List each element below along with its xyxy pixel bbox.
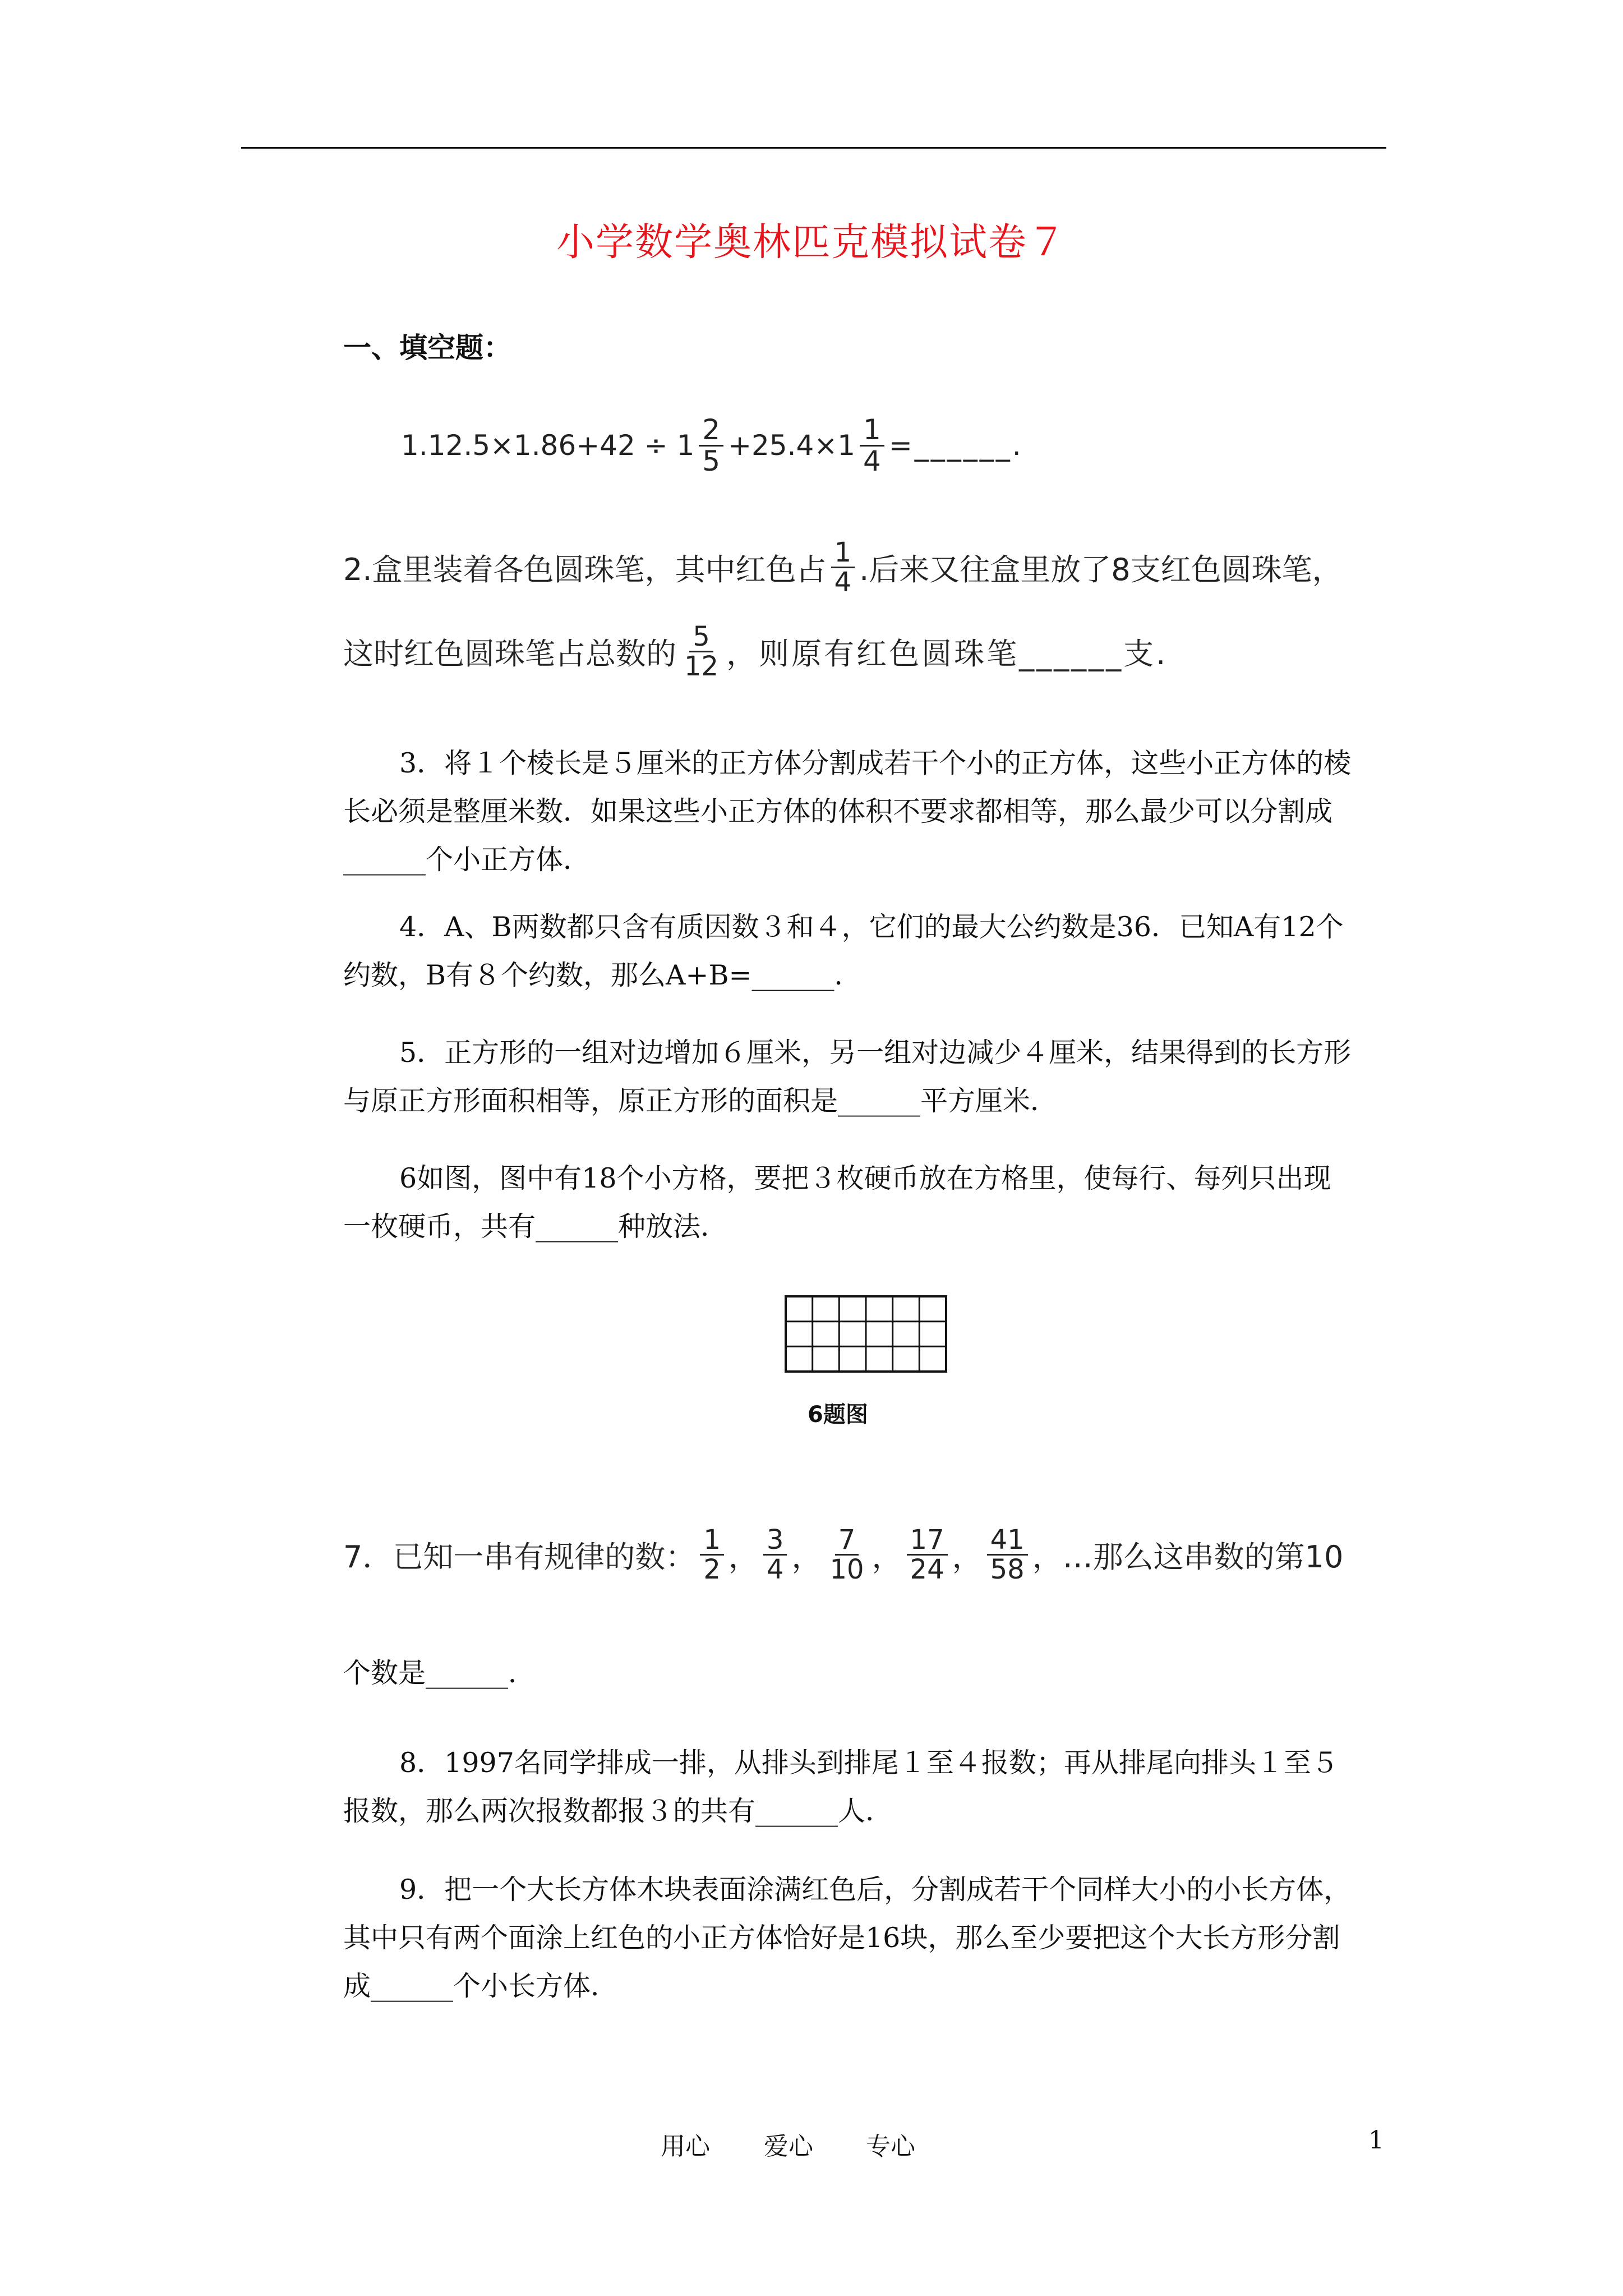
q7-fraction-3 bbox=[826, 1526, 867, 1584]
q2-f2-numerator: 5 bbox=[689, 623, 713, 652]
section-heading: 一、填空题： bbox=[343, 331, 511, 364]
q4-line-2: 约数，B有８个约数，那么A+B=______． bbox=[343, 959, 862, 991]
footer-text-3: 专心 bbox=[866, 2132, 915, 2161]
q1-fraction-1 bbox=[699, 415, 723, 476]
q7-f4-denominator: 24 bbox=[910, 1554, 944, 1586]
grid-figure-q6 bbox=[784, 1295, 948, 1373]
question-4 bbox=[343, 903, 1386, 1000]
q6-line-1: 6如图，图中有18个小方格，要把３枚硬币放在方格里，使每行、每列只出现 bbox=[399, 1162, 1331, 1194]
q2-line2-a: 这时红色圆珠笔占总数的 bbox=[343, 636, 676, 672]
question-7-line-1 bbox=[343, 1526, 1343, 1584]
q9-line-2: 其中只有两个面涂上红色的小正方体恰好是16块，那么至少要把这个大长方形分割 bbox=[343, 1922, 1340, 1954]
q7-prefix: 7．已知一串有规律的数： bbox=[343, 1539, 696, 1575]
q1-middle: +25.4×1 bbox=[728, 429, 856, 462]
q7-f5-denominator: 58 bbox=[990, 1554, 1025, 1586]
q7-f1-denominator: 2 bbox=[703, 1554, 721, 1586]
page-number: 1 bbox=[1368, 2126, 1384, 2155]
q8-line-1: 8．1997名同学排成一排，从排头到排尾１至４报数；再从排尾向排头１至５ bbox=[399, 1747, 1339, 1779]
q7-f4-numerator: 17 bbox=[907, 1526, 948, 1556]
q2-fraction-1 bbox=[831, 539, 855, 597]
q1-f2-denominator: 4 bbox=[863, 444, 881, 477]
header-rule bbox=[241, 147, 1386, 149]
q3-line-3: ______个小正方体． bbox=[343, 844, 591, 876]
q9-line-1: 9．把一个大长方体木块表面涂满红色后，分割成若干个同样大小的小长方体， bbox=[399, 1874, 1352, 1906]
q7-f2-numerator: 3 bbox=[763, 1526, 787, 1556]
question-8 bbox=[343, 1739, 1386, 1835]
q7-f3-denominator: 10 bbox=[829, 1554, 864, 1586]
q9-line-3: 成______个小长方体． bbox=[343, 1970, 619, 2002]
question-5 bbox=[343, 1029, 1386, 1125]
q7-suffix: …那么这串数的第10 bbox=[1062, 1539, 1344, 1575]
footer-text-1: 用心 bbox=[661, 2132, 710, 2161]
q7-fraction-2 bbox=[763, 1526, 787, 1584]
q7-f2-denominator: 4 bbox=[766, 1554, 784, 1586]
question-6 bbox=[343, 1154, 1386, 1251]
q7-f3-numerator: 7 bbox=[835, 1526, 859, 1556]
q1-f1-numerator: 2 bbox=[699, 415, 723, 447]
page-title: 小学数学奥林匹克模拟试卷７ bbox=[556, 220, 1067, 265]
q6-line-2: 一枚硬币，共有______种放法． bbox=[343, 1211, 728, 1243]
q4-line-1: 4．A、B两数都只含有质因数３和４，它们的最大公约数是36．已知A有12个 bbox=[399, 911, 1344, 943]
q1-prefix: 1.12.5×1.86+42 ÷ 1 bbox=[401, 429, 695, 462]
question-9 bbox=[343, 1866, 1386, 2010]
question-2-line-1 bbox=[343, 539, 1343, 597]
question-2-line-2 bbox=[343, 623, 1168, 681]
q3-line-2: 长必须是整厘米数．如果这些小正方体的体积不要求都相等，那么最少可以分割成 bbox=[343, 795, 1333, 827]
question-3 bbox=[343, 739, 1386, 884]
q7-f1-numerator: 1 bbox=[700, 1526, 724, 1556]
q7-fraction-5 bbox=[987, 1526, 1028, 1584]
question-1 bbox=[401, 415, 1023, 476]
q7-fraction-1 bbox=[700, 1526, 724, 1584]
figure-caption-q6: 6题图 bbox=[808, 1402, 868, 1428]
q7-fraction-4 bbox=[907, 1526, 948, 1584]
q7-f5-numerator: 41 bbox=[987, 1526, 1028, 1556]
q7-line-2: 个数是______． bbox=[343, 1657, 536, 1689]
q1-suffix: =______. bbox=[888, 429, 1023, 462]
q5-line-1: 5．正方形的一组对边增加６厘米，另一组对边减少４厘米，结果得到的长方形 bbox=[399, 1037, 1352, 1069]
q7-comma: ， bbox=[952, 1539, 983, 1575]
q1-fraction-2 bbox=[860, 415, 884, 476]
q2-fraction-2 bbox=[681, 623, 722, 681]
q7-comma: ， bbox=[728, 1539, 759, 1575]
q7-comma: ， bbox=[1032, 1539, 1063, 1575]
q7-comma: ， bbox=[791, 1539, 822, 1575]
q2-line2-b: ，则原有红色圆珠笔______支. bbox=[726, 636, 1168, 672]
q1-f2-numerator: 1 bbox=[860, 415, 884, 447]
q2-f2-denominator: 12 bbox=[684, 651, 719, 683]
q3-line-1: 3．将１个棱长是５厘米的正方体分割成若干个小的正方体，这些小正方体的棱 bbox=[399, 747, 1352, 779]
q2-f1-numerator: 1 bbox=[831, 539, 855, 568]
q2-line1-b: .后来又往盒里放了8支红色圆珠笔， bbox=[859, 552, 1343, 588]
q2-line1-a: 2.盒里装着各色圆珠笔，其中红色占 bbox=[343, 552, 827, 588]
q5-line-2: 与原正方形面积相等，原正方形的面积是______平方厘米． bbox=[343, 1085, 1058, 1117]
q1-f1-denominator: 5 bbox=[702, 444, 721, 477]
q7-comma: ， bbox=[872, 1539, 902, 1575]
q8-line-2: 报数，那么两次报数都报３的共有______人． bbox=[343, 1795, 893, 1827]
q2-f1-denominator: 4 bbox=[834, 567, 852, 599]
footer-text-2: 爱心 bbox=[764, 2132, 813, 2161]
